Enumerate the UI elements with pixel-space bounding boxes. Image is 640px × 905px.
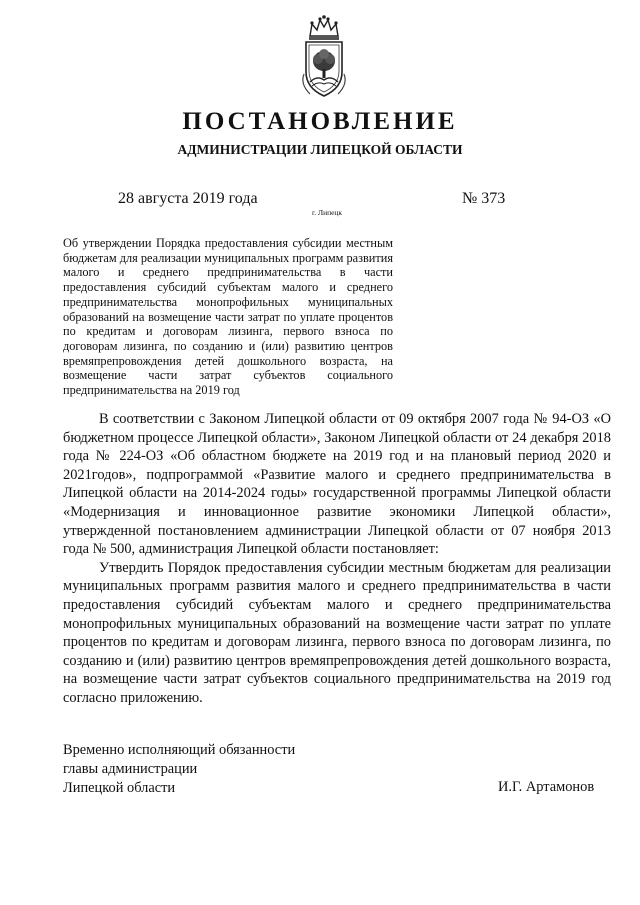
document-subject: Об утверждении Порядка предоставления субсидии местным бюджетам для реализации муниципальных программ развития малого и среднего предпринимательства в части предоставления субсидий субъектам малого и среднего предпринимательства монопрофильных муниципальных образований на возмещение части затрат по уплате процентов по кредитам и договорам лизинга, первого взноса по договорам лизинга, по созданию и (или) развитию центров времяпрепровождения детей дошкольного возраста, на возмещение части затрат субъектов социального предпринимательства на 2019 год <box>63 236 393 398</box>
signer-name: И.Г. Артамонов <box>498 779 595 795</box>
signer-position <box>63 741 363 797</box>
signer-line: Временно исполняющий обязанности <box>63 742 296 758</box>
body-paragraph-resolution: Утвердить Порядок предоставления субсидии местным бюджетам для реализации муниципальных программ развития малого и среднего предпринимательства в части предоставления субсидий субъектам малого и среднего предпринимательства монопрофильных муниципальных образований на возмещение части затрат по уплате процентов по кредитам и договорам лизинга, первого взноса по договорам лизинга, по созданию и (или) развитию центров времяпрепровождения детей дошкольного возраста, на возмещение части затрат субъектов социального предпринимательства на 2019 год согласно приложению. <box>63 559 611 706</box>
issuing-authority: АДМИНИСТРАЦИИ ЛИПЕЦКОЙ ОБЛАСТИ <box>177 142 463 157</box>
signer-line: главы администрации <box>63 760 198 777</box>
signer-line: Липецкой области <box>63 779 176 796</box>
document-date: 28 августа 2019 года <box>118 190 258 207</box>
coat-of-arms-icon <box>296 14 352 100</box>
body-paragraph-preamble: В соответствии с Законом Липецкой области от 09 октября 2007 года № 94-ОЗ «О бюджетном процессе Липецкой области», Законом Липецкой области от 24 декабря 2018 года № 224-ОЗ «Об областном бюджете на 2019 год и на плановый период 2020 и 2021годов», подпрограммой «Развитие малого и среднего предпринимательства в Липецкой области на 2014-2024 годы» государственной программы Липецкой области «Модернизация и инновационное развитие экономики Липецкой области», утвержденной постановлением администрации Липецкой области от 07 ноября 2013 года № 500, администрация Липецкой области постановляет: <box>63 411 611 558</box>
document-city: г. Липецк <box>312 208 343 217</box>
document-body <box>63 410 611 708</box>
document-number: № 373 <box>462 190 506 207</box>
document-title: ПОСТАНОВЛЕНИЕ <box>182 108 458 135</box>
